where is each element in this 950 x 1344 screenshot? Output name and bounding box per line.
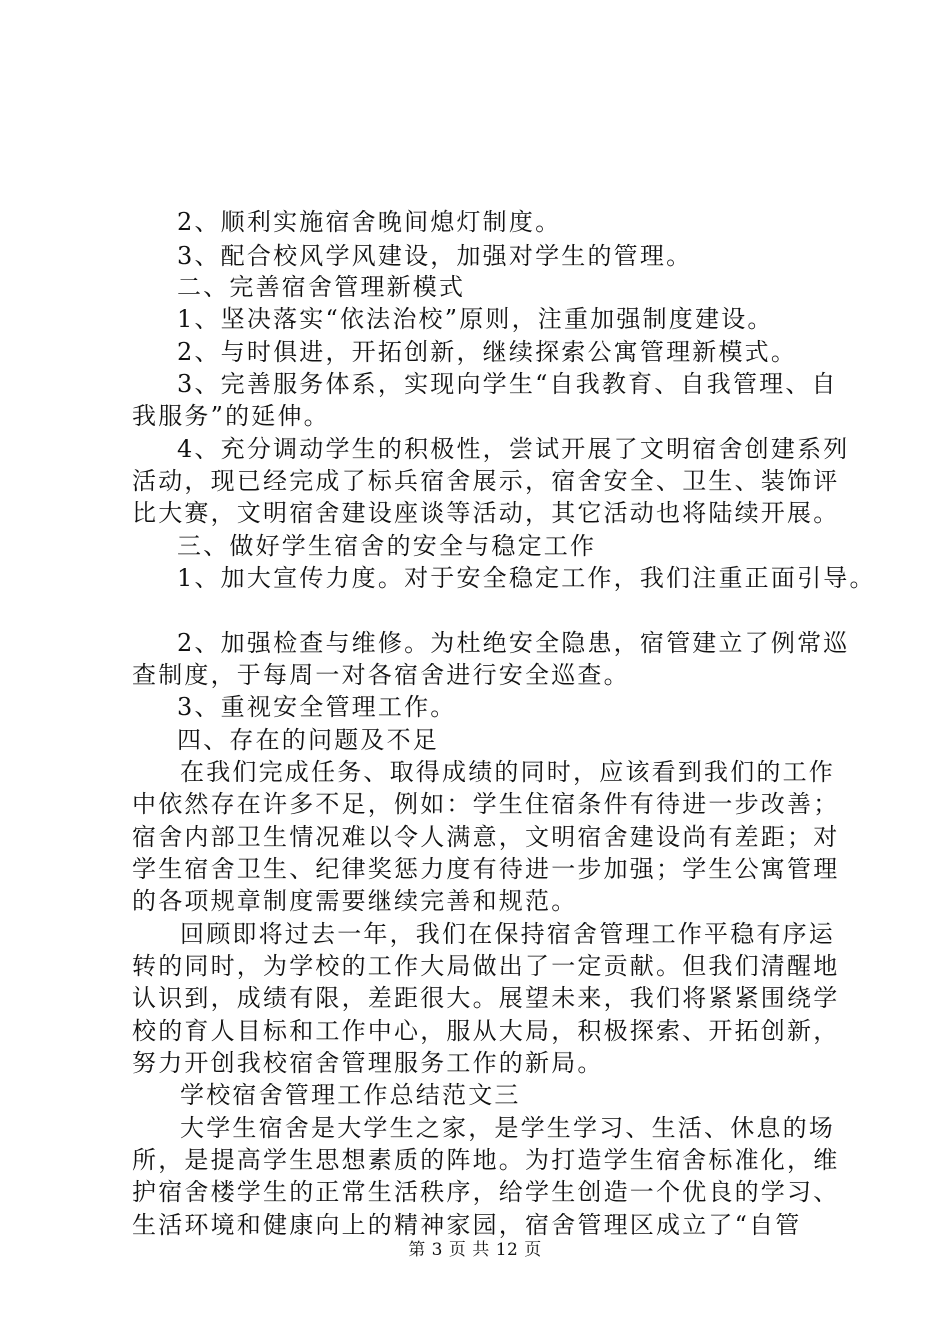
text-line: 学生宿舍卫生、纪律奖惩力度有待进一步加强；学生公寓管理: [132, 855, 840, 883]
text-line: 回顾即将过去一年，我们在保持宿舍管理工作平稳有序运: [180, 920, 835, 948]
section-heading: 学校宿舍管理工作总结范文三: [180, 1081, 521, 1109]
text-line: 1、坚决落实“依法治校”原则，注重加强制度建设。: [177, 305, 774, 333]
text-line: 大学生宿舍是大学生之家，是学生学习、生活、休息的场: [180, 1114, 835, 1142]
text-line: 认识到，成绩有限，差距很大。展望未来，我们将紧紧围绕学: [132, 984, 840, 1012]
page-number: 第 3 页 共 12 页: [408, 1240, 542, 1260]
text-line: 3、完善服务体系，实现向学生“自我教育、自我管理、自: [177, 370, 838, 398]
text-line: 4、充分调动学生的积极性，尝试开展了文明宿舍创建系列: [177, 435, 850, 463]
text-line: 校的育人目标和工作中心，服从大局，积极探索、开拓创新，: [132, 1017, 840, 1045]
section-heading: 三、做好学生宿舍的安全与稳定工作: [177, 532, 597, 560]
text-line: 2、与时俱进，开拓创新，继续探索公寓管理新模式。: [177, 338, 798, 366]
text-line: 3、重视安全管理工作。: [177, 693, 457, 721]
text-line: 2、顺利实施宿舍晚间熄灯制度。: [177, 208, 562, 236]
text-line: 生活环境和健康向上的精神家园，宿舍管理区成立了“自管: [132, 1211, 802, 1239]
section-heading: 二、完善宿舍管理新模式: [177, 273, 466, 301]
text-line: 在我们完成任务、取得成绩的同时，应该看到我们的工作: [180, 758, 835, 786]
section-heading: 四、存在的问题及不足: [177, 726, 439, 754]
text-line: 宿舍内部卫生情况难以令人满意，文明宿舍建设尚有差距；对: [132, 823, 840, 851]
text-line: 的各项规章制度需要继续完善和规范。: [132, 887, 578, 915]
text-line: 转的同时，为学校的工作大局做出了一定贡献。但我们清醒地: [132, 952, 840, 980]
text-line: 比大赛，文明宿舍建设座谈等活动，其它活动也将陆续开展。: [132, 499, 840, 527]
text-line: 努力开创我校宿舍管理服务工作的新局。: [132, 1049, 604, 1077]
text-line: 我服务”的延伸。: [132, 402, 330, 430]
text-line: 中依然存在许多不足，例如：学生住宿条件有待进一步改善；: [132, 790, 840, 818]
text-line: 3、配合校风学风建设，加强对学生的管理。: [177, 242, 693, 270]
text-line: 2、加强检查与维修。为杜绝安全隐患，宿管建立了例常巡: [177, 629, 850, 657]
text-line: 护宿舍楼学生的正常生活秩序，给学生创造一个优良的学习、: [132, 1178, 840, 1206]
text-line: 所，是提高学生思想素质的阵地。为打造学生宿舍标准化，维: [132, 1146, 840, 1174]
text-line: 活动，现已经完成了标兵宿舍展示，宿舍安全、卫生、装饰评: [132, 467, 840, 495]
text-line: 1、加大宣传力度。对于安全稳定工作，我们注重正面引导。: [177, 564, 876, 592]
text-line: 查制度，于每周一对各宿舍进行安全巡查。: [132, 661, 630, 689]
